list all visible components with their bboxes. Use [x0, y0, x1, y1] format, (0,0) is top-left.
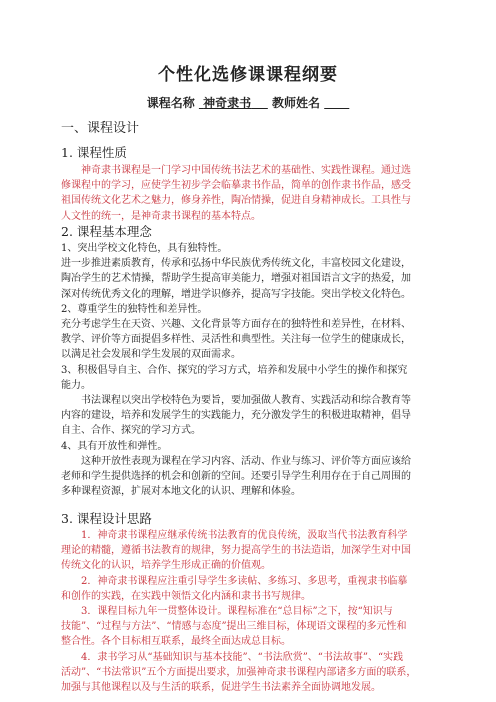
- page-title: 个性化选修课课程纲要: [158, 65, 338, 85]
- text-line: 整合性。各个目标相互联系，最终全面达成总目标。: [61, 636, 291, 648]
- text-line: 1．神奇隶书课程应继承传统书法教育的优良传统，汲取当代书法教育科学: [81, 530, 408, 541]
- subsection-heading-design-ideas: 3. 课程设计思路: [61, 511, 152, 526]
- text-line: 以满足社会发展和学生发展的双面需求。: [61, 349, 241, 361]
- text-line: 人文性的统一，是神奇隶书课程的基本特点。: [61, 210, 261, 222]
- text-line: 技能”、“过程与方法”、“情感与态度”提出三维目标，体现语文课程的多元性和: [61, 621, 407, 633]
- text-line: 2、尊重学生的独特性和差异性。: [61, 303, 208, 315]
- text-line: 3．课程目标九年一贯整体设计。课程标准在“总目标”之下，按“知识与: [81, 606, 393, 618]
- text-line: 书法课程以突出学校特色为要旨，要加强做人教育、实践活动和综合教育等: [81, 395, 411, 407]
- paragraph-philosophy: [61, 241, 442, 499]
- text-line: 和创作的实践，在实践中领悟文化内涵和隶书书写规律。: [61, 590, 311, 602]
- section-heading-course-design: 一、课程设计: [61, 121, 140, 136]
- text-line: 充分考虑学生在天资、兴趣、文化背景等方面存在的独特性和差异性，在材料、: [61, 319, 411, 331]
- text-line: 理论的精髓，遵循书法教育的规律，努力提高学生的书法造诣，加深学生对中国: [61, 545, 411, 557]
- text-line: 内容的建设，培养和发展学生的实践能力，充分激发学生的积极进取精神，倡导: [61, 410, 411, 422]
- text-line: 深对传统优秀文化的理解，增进学识修养，提高写字技能。突出学校文化特色。: [61, 288, 411, 300]
- text-line: 4、具有开放性和弹性。: [61, 440, 168, 452]
- subsection-heading-philosophy: 2. 课程基本理念: [61, 224, 152, 239]
- text-line: 修课程中的学习，应使学生初步学会临摹隶书作品，简单的创作隶书作品，感受: [61, 180, 411, 192]
- text-line: 教学、评价等方面提倡多样性、灵活性和典型性。关注每一位学生的健康成长，: [61, 334, 411, 346]
- text-line: 4．隶书学习从“基础知识与基本技能”、“书法欣赏”、“书法故事”、“实践: [81, 651, 404, 663]
- course-info-line: [0, 94, 496, 111]
- text-line: 1、突出学校文化特色，具有独特性。: [61, 243, 228, 254]
- text-line: 自主、合作、探究的学习方式。: [61, 425, 201, 437]
- teacher-name-value: [324, 96, 349, 110]
- text-line: 这种开放性表现为课程在学习内容、活动、作业与练习、评价等方面应该给: [81, 455, 411, 467]
- paragraph-design-ideas: [61, 528, 442, 695]
- subsection-heading-nature: 1. 课程性质: [61, 145, 127, 160]
- text-line: 祖国传统文化艺术之魅力，修身养性，陶冶情操，促进自身精神成长。工具性与: [61, 195, 411, 207]
- course-name-label: 课程名称: [146, 96, 195, 110]
- paragraph-nature: [61, 163, 442, 224]
- text-line: 能力。: [61, 379, 91, 391]
- text-line: 多种课程资源，扩展对本地文化的认识、理解和体验。: [61, 486, 301, 498]
- course-name-value: 神奇隶书: [203, 96, 252, 110]
- text-line: 传统文化的认识，培养学生形成正确的价值观。: [61, 560, 271, 572]
- text-line: 2．神奇隶书课程应注重引导学生多读帖、多练习、多思考，重视隶书临摹: [81, 575, 408, 587]
- text-line: 进一步推进素质教育，传承和弘扬中华民族优秀传统文化，丰富校园文化建设，: [61, 258, 411, 270]
- text-line: 活动”、“书法常识”五个方面提出要求，加强神奇隶书课程内部诸多方面的联系，: [61, 666, 417, 678]
- text-line: 陶冶学生的艺术情操，帮助学生提高审美能力，增强对祖国语言文字的热爱，加: [61, 273, 411, 285]
- teacher-name-label: 教师姓名: [272, 96, 321, 110]
- text-line: 3、积极倡导自主、合作、探究的学习方式，培养和发展中小学生的操作和探究: [61, 364, 408, 376]
- text-line: 老师和学生提供选择的机会和创新的空间。还要引导学生利用存在于自己周围的: [61, 471, 411, 483]
- text-line: 神奇隶书课程是一门学习中国传统书法艺术的基础性、实践性课程。通过选: [81, 165, 411, 176]
- text-line: 加强与其他课程以及与生活的联系，促进学生书法素养全面协调地发展。: [61, 682, 381, 694]
